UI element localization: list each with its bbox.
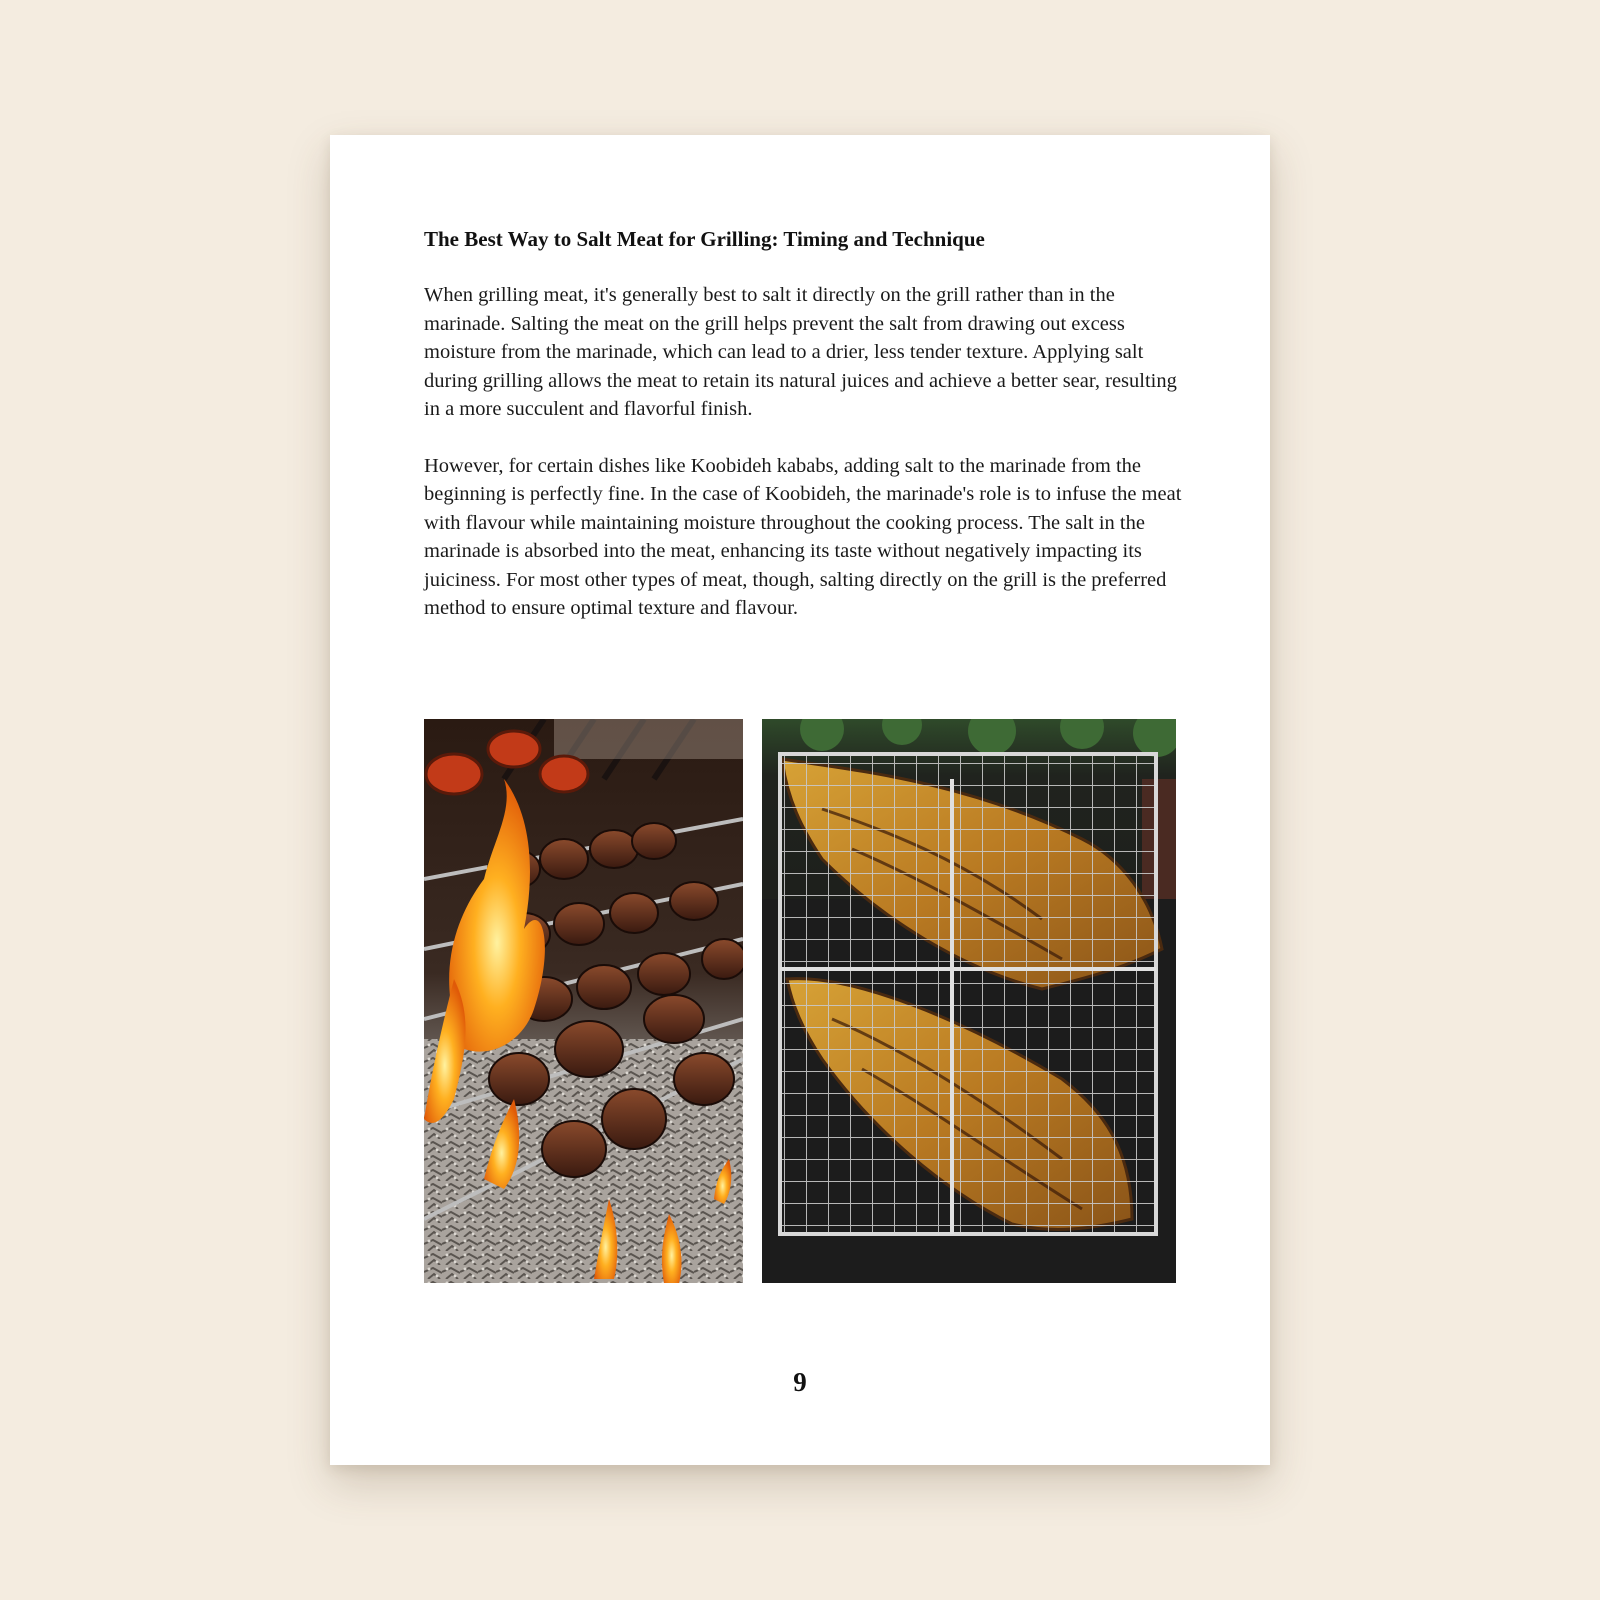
photo-row [424, 719, 1176, 1283]
kabab-skewers-illustration [424, 719, 743, 1283]
section-title: The Best Way to Salt Meat for Grilling: Timing and Technique [424, 227, 985, 251]
page-content [424, 225, 1184, 623]
page-number: 9 [793, 1367, 807, 1397]
paragraph-1: When grilling meat, it's generally best to salt it directly on the grill rather than in the marinade. Salting the meat on the grill helps prevent the salt from drawing out excess moisture from the marinade, which can lead to a drier, less tender texture. Applying salt during grilling allows the meat to retain its natural juices and achieve a better sear, resulting in a more succulent and flavorful finish. [424, 284, 1177, 420]
paragraph-2: However, for certain dishes like Koobideh kababs, adding salt to the marinade from the beginning is perfectly fine. In the case of Koobideh, the marinade's role is to infuse the meat with flavour while maintaining moisture throughout the cooking process. The salt in the marinade is absorbed into the meat, enhancing its taste without negatively impacting its juiciness. For most other types of meat, though, salting directly on the grill is the preferred method to ensure optimal texture and flavour. [424, 454, 1182, 619]
kabab-skewers-photo [424, 719, 743, 1283]
grilled-fish-illustration [762, 719, 1176, 1283]
document-page [330, 135, 1270, 1465]
grilled-fish-photo [762, 719, 1176, 1283]
